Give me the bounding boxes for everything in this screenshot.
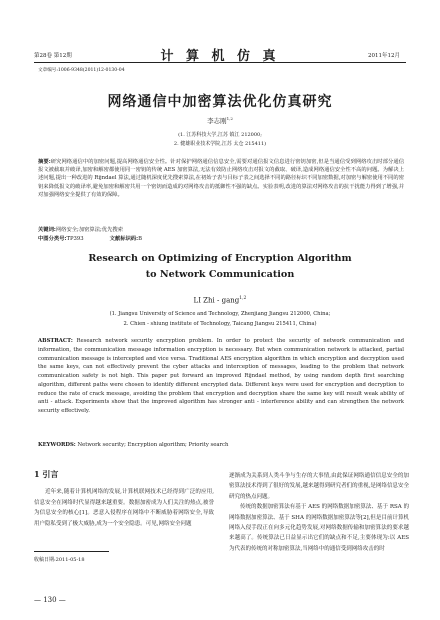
english-keywords-label: KEYWORDS: [38, 442, 76, 448]
body-left-column: 近年来,随着计算机网络的发展,计算机联网技术已经得到广泛的应用,信息安全在网络时代显得越来越重要。数据加密成为人们关注的热点,被誉为信息安全的核心[1]。恶意入侵程序在网络中不断威胁着网络安全,导致用户隐私受到了极大威胁,成为一个安全隐患。可见,网络安全问题 [34, 489, 214, 528]
right-column-paragraph-2: 传统的数据加密算法有基于 AES 的网络数据加密算法、基于 RSA 的网络数据加密算法、基于 SHA 的网络数据加密算法等[2],但是目前计算机网络入侵手段正在向多元化趋势发展,对网络数据传输和加密算法的要求越来越高了。传统算法已日益显示出它们的缺点和不足,主要体现为:以 AES 为代表的传统的对称加密算法,当网络中的通信受到网络攻击的时 [229, 504, 409, 552]
english-abstract-text: Research network security encryption problem. In order to protect the security of network communication and information, the communication message information encryption is necessary. But when communication network is attacked, partial communication message is intercepted and vice versa. Traditional AES encryption algorithm in which encryption and decryption used the same keys, can not effectively prevent the cyber attacks and interception of messages, leading to the problem that network communication safety is not high. This paper put forward an improved Rijndael method, by using random depth first searching algorithm, different paths were chosen to identify different encrypted data. Different keys were used for encryption and decryption to reduce the rate of crack message, avoiding the problem that encryption and decryption share the same key will result weak ability of anti - attack. Experiments show that the improved algorithm has stronger anti - interference ability and can strengthen the network security effectively. [38, 338, 404, 414]
right-column-paragraph-1: 逐渐成为关系到人类斗争与生存的大事情,由此保证网络通信信息安全的加密算法技术得到了很好的发展,越来越得到研究者们的重视,是网络信息安全研究的热点问题。 [229, 473, 409, 500]
chinese-abstract-text: 研究网络通信中的加密问题,提高网络通信安全性。针对保护网络通信信息安全,需要对通信报文信息进行密钥加密,但是当通信受到网络攻击时部分通信报文被截取并破译,加密和解密都使用同一密钥的传统 AES 加密算法,无法有效防止网络攻击对报文的截取、破译,造成网络通信安全性不高的问题。为解决上述问题,提出一种改进的 Rijndael 算法,通过随机深度优先搜索算法,在初始子表与目标子表之间选择不同的路径标识不同加密数据,对加密与解密使用不同的密钥来降低报文的破译率,避免加密和解密共用一个密钥而造成的对网络攻击的抵御性不强的缺点。实验表明,改进的算法对网络攻击的抗干扰能力得到了增强,并对加强网络安全提供了有效的保障。 [38, 159, 404, 198]
english-abstract-label: ABSTRACT: [38, 338, 73, 344]
chinese-abstract [38, 158, 404, 199]
header-journal-title: 计 算 机 仿 真 [160, 49, 280, 64]
header-date: 2011年12月 [368, 53, 400, 59]
clc-label: 中图分类号: [38, 236, 67, 242]
english-author-superscript: 1,2 [239, 296, 247, 301]
section-heading-introduction: 1 引言 [34, 469, 59, 479]
english-abstract [38, 337, 404, 416]
doc-code-label: 文献标识码: [109, 236, 139, 242]
english-affiliation-2: 2. Chien - shiung institute of Technology, Taicang Jiangsu 215411, China) [123, 321, 317, 327]
english-title [0, 251, 440, 283]
chinese-affiliation-1: (1. 江苏科技大学,江苏 镇江 212000; [178, 132, 262, 138]
chinese-classification [38, 234, 142, 242]
clc-value: TP393 [66, 236, 84, 242]
body-right-column [229, 471, 409, 554]
received-date-footnote: 收稿日期:2011-05-18 [34, 557, 85, 563]
chinese-author-superscript: 1,2 [226, 116, 233, 121]
chinese-keywords-label: 关键词: [38, 227, 56, 233]
chinese-keywords [38, 225, 123, 233]
chinese-affiliation-2: 2. 健雄职业技术学院,江苏 太仓 215411) [173, 141, 267, 147]
chinese-title: 网络通信中加密算法优化仿真研究 [107, 94, 333, 110]
header-volume: 第28卷 第12期 [34, 53, 72, 59]
english-author-name: LI Zhi - gang [193, 296, 240, 305]
english-author [0, 296, 440, 304]
footnote-rule [34, 551, 109, 552]
english-keywords [38, 442, 228, 448]
english-affiliation-1: (1. Jiangsu University of Science and Technology, Zhenjiang Jiangsu 212000, China; [109, 311, 331, 317]
page-number: — 130 — [34, 596, 66, 604]
english-keywords-text: Network security; Encryption algorithm; Priority search [77, 442, 229, 448]
chinese-author-name: 李志刚 [207, 117, 227, 126]
chinese-keywords-text: 网络安全;加密算法;优先搜索 [55, 227, 123, 233]
chinese-abstract-label: 摘要: [38, 159, 51, 165]
header-rule [34, 62, 406, 63]
doc-code-value: B [138, 236, 143, 242]
chinese-author [0, 116, 440, 125]
english-title-line-2: to Network Communication [145, 269, 295, 280]
article-number: 文章编号:1006-9348(2011)12-0130-04 [38, 68, 125, 73]
english-title-line-1: Research on Optimizing of Encryption Algorithm [88, 253, 352, 264]
